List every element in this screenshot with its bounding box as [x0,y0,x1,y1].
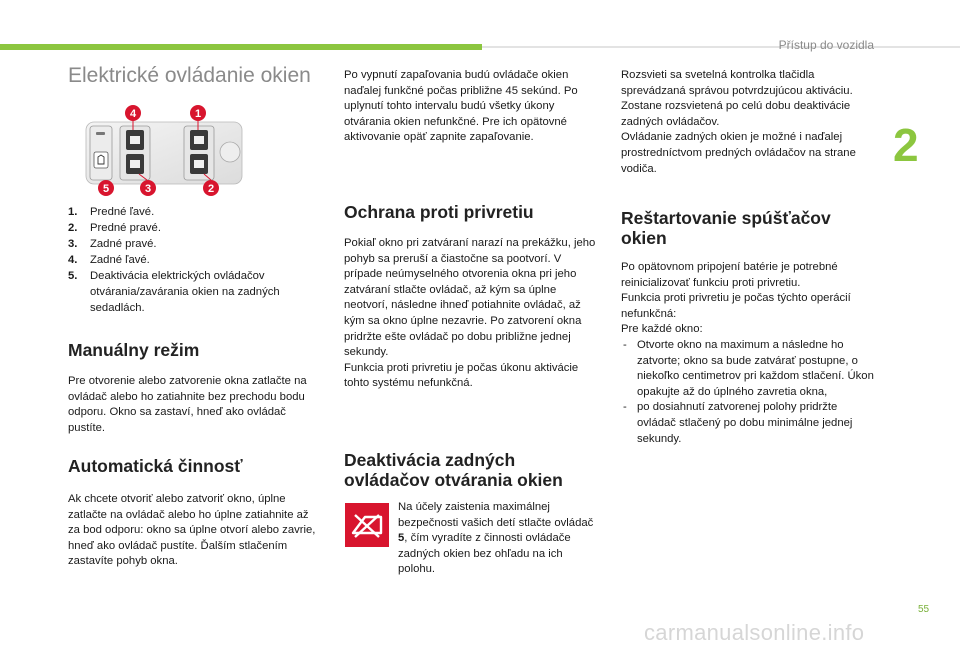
window-up-icon-front [194,136,204,144]
callout-5 [98,180,114,196]
automatic-section [68,456,320,570]
manual-mode-heading: Manuálny režim [68,340,200,360]
indicator-text: Rozsvieti sa svetelná kontrolka tlačidla sprevádzaná správou potvrdzujúcou aktiváciu. Zostane rozsvietená po celú dobu deaktivácie zadných ovládačov. [621,69,853,128]
list-item: 1. Predné ľavé. [68,206,155,218]
deactivation-text: Na účely zaistenia maximálnej bezpečnosti vašich detí stlačte ovládač 5, čím vyradíte z činnosti ovládače zadných okien bez ohľadu na ich polohu. [398,501,594,576]
svg-text:4: 4 [129,108,137,120]
list-item: 3. Zadné pravé. [68,238,157,250]
indicator-section [621,68,876,177]
list-item: - po dosiahnutí zatvorenej polohy pridržte ovládač stlačený po dobu minimálne jednej sekundy. [621,400,876,447]
ignition-section [344,68,599,146]
switch-legend [68,204,318,316]
manual-mode-section [68,340,320,436]
list-item: 5. Deaktivácia elektrických ovládačov otvárania/zavárania okien na zadných sedadlách. [68,270,280,314]
window-down-icon-front [194,160,204,168]
header-rule [482,46,960,48]
svg-text:3: 3 [144,183,152,195]
section-title: Přístup do vozidla [778,38,874,52]
chapter-number: 2 [893,119,919,171]
child-lock-button [94,152,108,168]
deactivation-section [344,450,599,490]
window-lock-warning-icon [345,503,389,547]
window-up-icon [130,136,140,144]
manual-mode-text: Pre otvorenie alebo zatvorenie okna zatlačte na ovládač alebo ho zatiahnite bez prechodu bodu odporu. Okno sa zastaví, hneď ako ovládač pustíte. [68,375,307,434]
list-item: - Otvorte okno na maximum a následne ho zatvorte; okno sa bude zatvárať postupne, o niekoľko centimetrov pri každom stlačení. Úkon opakujte až do úplného zavretia okna, [621,338,876,400]
reset-text-2: Funkcia proti privretiu je počas týchto operácií nefunkčná: [621,292,851,320]
list-item: 2. Predné pravé. [68,222,161,234]
reset-steps [621,338,876,447]
reset-section [621,208,876,447]
reset-heading: Reštartovanie spúšťačov okien [621,208,831,248]
ignition-text: Po vypnutí zapaľovania budú ovládače okien naďalej funkčné počas približne 45 sekúnd. Po uplynutí tohto intervalu budú všetky úkony otvárania okien nefunkčné. Pre ich opätovné aktivovanie opäť zapnite zapaľovanie. [344,69,578,144]
warning-icon [345,503,389,547]
antipinch-heading: Ochrana proti privretiu [344,202,534,222]
window-down-icon [130,160,140,168]
deactivation-heading: Deaktivácia zadných ovládačov otvárania okien [344,450,563,490]
header-accent-bar [0,44,482,50]
svg-text:5: 5 [102,183,110,195]
antipinch-section [344,202,599,392]
indicator-text-2: Ovládanie zadných okien je možné i naďalej prostredníctvom predných ovládačov na strane vodiča. [621,131,856,175]
reset-text-3: Pre každé okno: [621,323,703,336]
antipinch-text: Pokiaľ okno pri zatváraní narazí na prekážku, jeho pohyb sa preruší a čiastočne sa pootvorí. V prípade neúmyselného otvorenia okna pri jeho zatváraní stlačte ovládač, až kým sa úplne neotvorí, následne ihneď potiahnite ovládač, až kým sa okno úplne nezavrie. Po zatvorení okna pridržte ešte ovládač po dobu približne jednej sekundy. [344,237,596,359]
lock-indicator-light [96,132,105,135]
watermark: carmanualsonline.info [644,620,865,645]
page-number: 55 [918,604,930,615]
list-item: 4. Zadné ľavé. [68,254,150,266]
window-switch-diagram [84,104,244,198]
svg-text:1: 1 [194,108,202,120]
page-title: Elektrické ovládanie okien [68,64,311,87]
reset-text: Po opätovnom pripojení batérie je potrebné reinicializovať funkciu proti privretiu. [621,261,838,289]
svg-text:2: 2 [207,183,215,195]
automatic-heading: Automatická činnosť [68,456,243,476]
antipinch-text-2: Funkcia proti privretiu je počas úkonu aktivácie tohto systému nefunkčná. [344,361,579,390]
deactivation-text-block [398,500,598,578]
automatic-text: Ak chcete otvoriť alebo zatvoriť okno, úplne zatlačte na ovládač alebo ho úplne zatiahnite až za bod odporu: okno sa úplne otvorí alebo zavrie, hneď ako ovládač pustíte. Ďalším stlačením zastavíte pohyb okna. [68,493,316,568]
mirror-control [220,142,240,162]
